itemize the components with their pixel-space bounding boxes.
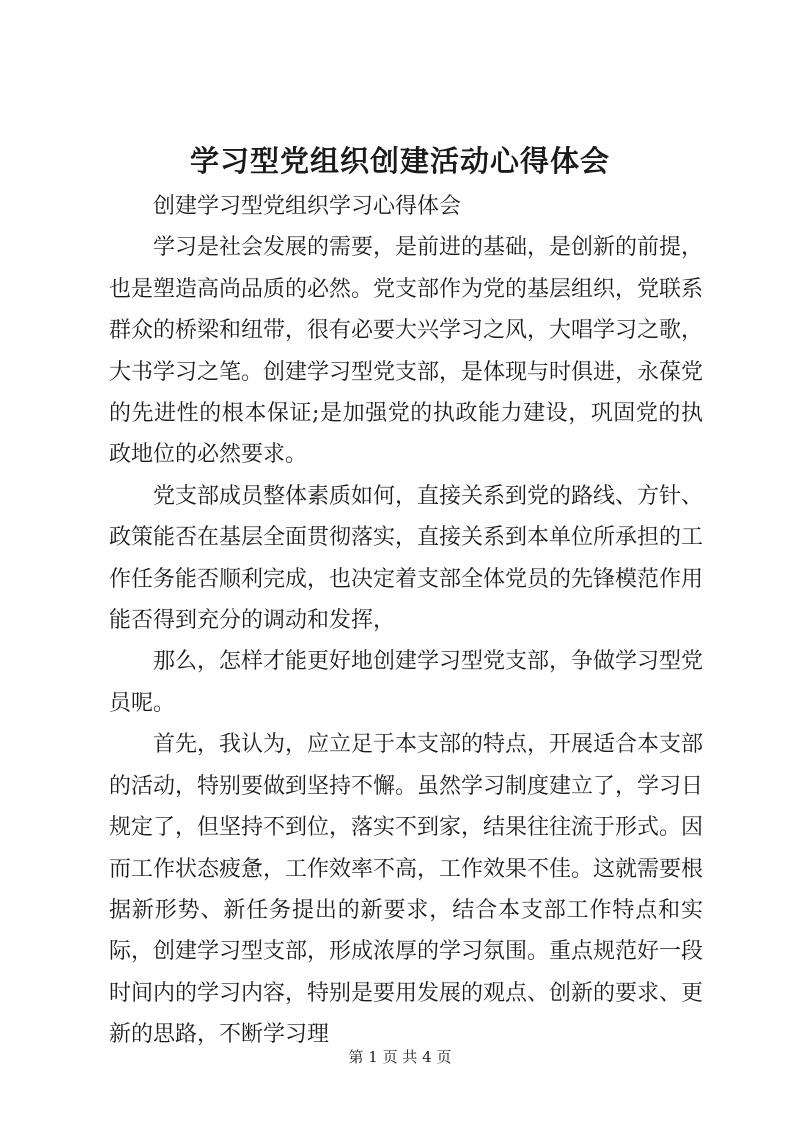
document-title: 学习型党组织创建活动心得体会 <box>189 144 610 178</box>
document-body <box>109 186 703 1056</box>
paragraph: 那么，怎样才能更好地创建学习型党支部，争做学习型党员呢。 <box>109 649 704 716</box>
paragraph: 首先，我认为，应立足于本支部的特点，开展适合本支部的活动，特别要做到坚持不懈。虽然学习制度建立了，学习日规定了，但坚持不到位，落实不到家，结果往往流于形式。因而工作状态疲惫，工作效率不高，工作效果不佳。这就需要根据新形势、新任务提出的新要求，结合本支部工作特点和实际，创建学习型支部，形成浓厚的学习氛围。重点规范好一段时间内的学习内容，特别是要用发展的观点、创新的要求、更新的思路，不断学习理 <box>109 732 704 1048</box>
paragraph-subtitle: 创建学习型党组织学习心得体会 <box>153 194 462 219</box>
page-number-footer: 第 1 页 共 4 页 <box>348 1048 452 1066</box>
paragraph: 党支部成员整体素质如何，直接关系到党的路线、方针、政策能否在基层全面贯彻落实，直接关系到本单位所承担的工作任务能否顺利完成，也决定着支部全体党员的先锋模范作用能否得到充分的调动和发挥， <box>109 483 704 634</box>
paragraph: 学习是社会发展的需要，是前进的基础，是创新的前提，也是塑造高尚品质的必然。党支部作为党的基层组织，党联系群众的桥梁和纽带，很有必要大兴学习之风，大唱学习之歌，大书学习之笔。创建学习型党支部，是体现与时俱进，永葆党的先进性的根本保证;是加强党的执政能力建设，巩固党的执政地位的必然要求。 <box>109 235 704 468</box>
